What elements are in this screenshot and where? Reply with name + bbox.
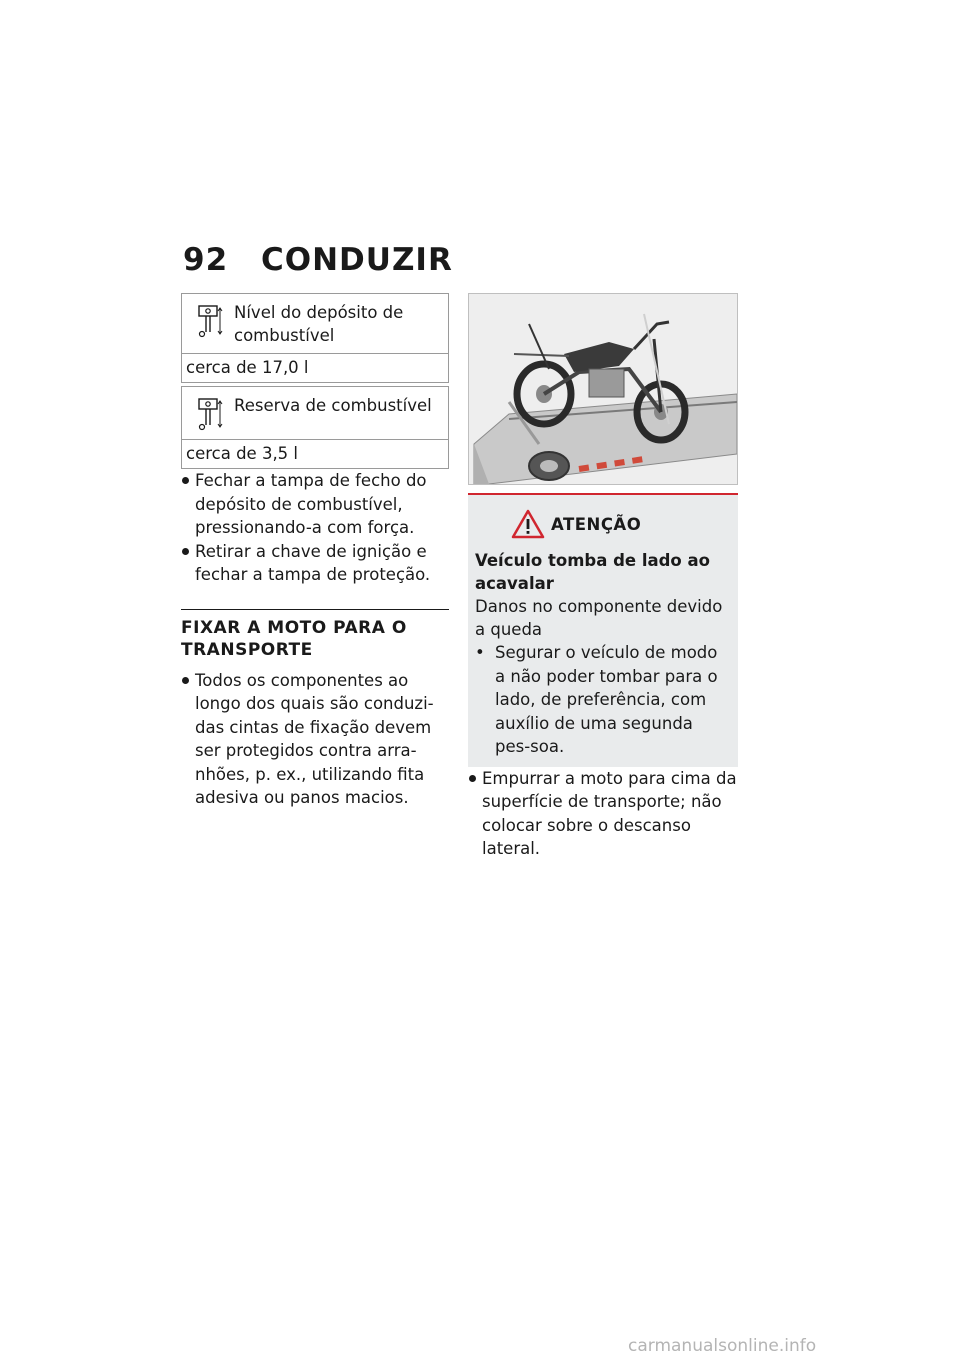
spec-header (182, 294, 448, 353)
chapter-title: CONDUZIR (261, 242, 453, 278)
right-column (468, 293, 738, 861)
fuel-tank-icon (196, 393, 226, 433)
section-heading: FIXAR A MOTO PARA O TRANSPORTE (181, 609, 449, 661)
warning-text: Danos no componente devido a queda (475, 597, 723, 639)
fuel-tank-icon (196, 300, 226, 340)
warning-title: ATENÇÃO (551, 514, 642, 534)
list-item: Fechar a tampa de fecho do depósito de combustível, pressionando-a com força. (181, 469, 449, 540)
page-number: 92 (183, 242, 229, 278)
watermark: carmanualsonline.info (628, 1336, 817, 1356)
warning-list (475, 641, 730, 759)
warning-subtitle: Veículo tomba de lado ao acavalar (475, 551, 710, 593)
warning-triangle-icon (511, 509, 545, 539)
list-item: • Segurar o veículo de modo a não poder tombar para o lado, de preferência, com auxílio de uma segunda pes-soa. (475, 641, 730, 759)
spec-title: Reserva de combustível (234, 396, 432, 415)
spec-title: Nível do depósito de combustível (234, 303, 404, 345)
page-header (183, 242, 453, 278)
list-item: Todos os componentes ao longo dos quais são conduzi-das cintas de fixação devem ser protegidos contra arra-nhões, p. ex., utilizando fita adesiva ou panos macios. (181, 669, 449, 810)
spec-box-fuel-reserve (181, 386, 449, 469)
spec-value: cerca de 17,0 l (182, 353, 448, 382)
warning-box (468, 493, 738, 767)
motorcycle-on-trailer-image (468, 293, 738, 485)
spec-box-fuel-level (181, 293, 449, 383)
bullet-list (181, 669, 449, 810)
list-item: Retirar a chave de ignição e fechar a tampa de proteção. (181, 540, 449, 587)
bullet-list (468, 767, 738, 861)
warning-header (475, 509, 730, 539)
spec-header (182, 387, 448, 439)
bullet-list (181, 469, 449, 587)
list-item: Empurrar a moto para cima da superfície de transporte; não colocar sobre o descanso lateral. (468, 767, 738, 861)
spec-value: cerca de 3,5 l (182, 439, 448, 468)
left-column (181, 293, 449, 810)
